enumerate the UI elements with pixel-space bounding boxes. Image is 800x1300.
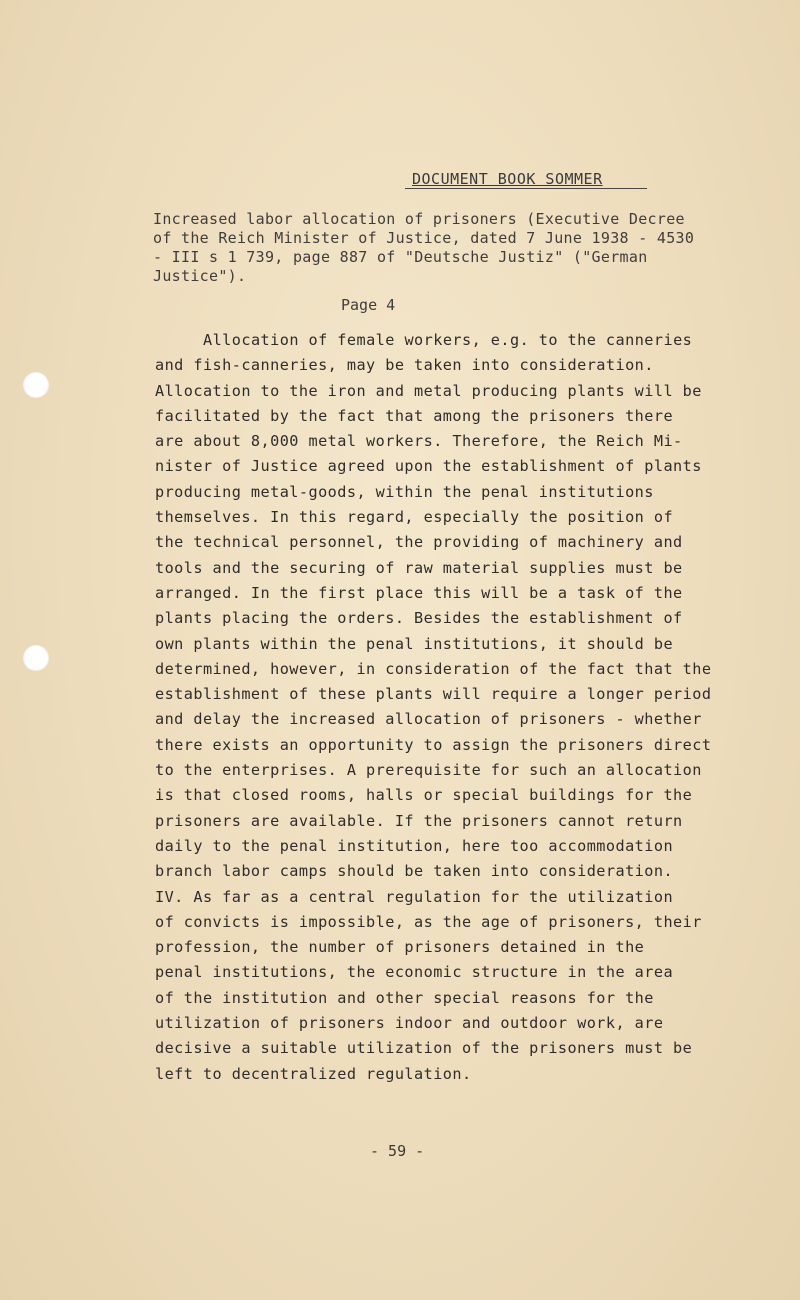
body-line: nister of Justice agreed upon the establishment of plants [155, 457, 702, 476]
body-line: and delay the increased allocation of prisoners - whether [155, 710, 702, 729]
body-line: tools and the securing of raw material supplies must be [155, 558, 683, 577]
body-line: utilization of prisoners indoor and outdoor work, are [155, 1014, 664, 1033]
body-line: arranged. In the first place this will be a task of the [155, 583, 683, 602]
body-line: are about 8,000 metal workers. Therefore, the Reich Mi- [155, 432, 683, 451]
body-line: daily to the penal institution, here too accommodation [155, 836, 674, 855]
intro-line: Increased labor allocation of prisoners (Executive Decree [153, 210, 685, 228]
intro-line: of the Reich Minister of Justice, dated 7 June 1938 - 4530 [153, 229, 695, 247]
body-line: of convicts is impossible, as the age of prisoners, their [155, 912, 702, 931]
document-intro [153, 210, 763, 286]
body-line: penal institutions, the economic structure in the area [155, 963, 674, 982]
body-line: Allocation of female workers, e.g. to the canneries [203, 331, 693, 349]
body-line: profession, the number of prisoners detained in the [155, 938, 645, 957]
body-line: left to decentralized regulation. [155, 1064, 472, 1083]
document-header: DOCUMENT BOOK SOMMER [412, 170, 603, 188]
body-line: facilitated by the fact that among the prisoners there [155, 406, 674, 425]
body-line: establishment of these plants will require a longer period [155, 685, 712, 704]
body-text [155, 328, 775, 1087]
punch-hole-top [23, 372, 49, 398]
page-number: - 59 - [370, 1142, 425, 1160]
body-line: determined, however, in consideration of the fact that the [155, 659, 712, 678]
body-line: of the institution and other special reasons for the [155, 988, 654, 1007]
body-line: there exists an opportunity to assign the prisoners direct [155, 735, 712, 754]
body-line: plants placing the orders. Besides the establishment of [155, 609, 683, 628]
body-line: own plants within the penal institutions, it should be [155, 634, 674, 653]
body-line: prisoners are available. If the prisoners cannot return [155, 811, 683, 830]
header-underline [405, 188, 647, 189]
body-line: Allocation to the iron and metal producing plants will be [155, 381, 702, 400]
body-line: is that closed rooms, halls or special buildings for the [155, 786, 693, 805]
body-line: decisive a suitable utilization of the prisoners must be [155, 1039, 693, 1058]
body-line: branch labor camps should be taken into consideration. [155, 862, 674, 881]
intro-line: - III s 1 739, page 887 of "Deutsche Justiz" ("German [153, 248, 648, 266]
body-line: producing metal-goods, within the penal institutions [155, 482, 654, 501]
page-reference: Page 4 [341, 296, 396, 314]
body-line: the technical personnel, the providing of machinery and [155, 533, 683, 552]
intro-line: Justice"). [153, 267, 247, 285]
body-line: IV. As far as a central regulation for the utilization [155, 887, 674, 906]
body-line: to the enterprises. A prerequisite for such an allocation [155, 761, 702, 780]
body-line: themselves. In this regard, especially the position of [155, 508, 674, 527]
punch-hole-bottom [23, 645, 49, 671]
body-line: and fish-canneries, may be taken into consideration. [155, 356, 654, 375]
